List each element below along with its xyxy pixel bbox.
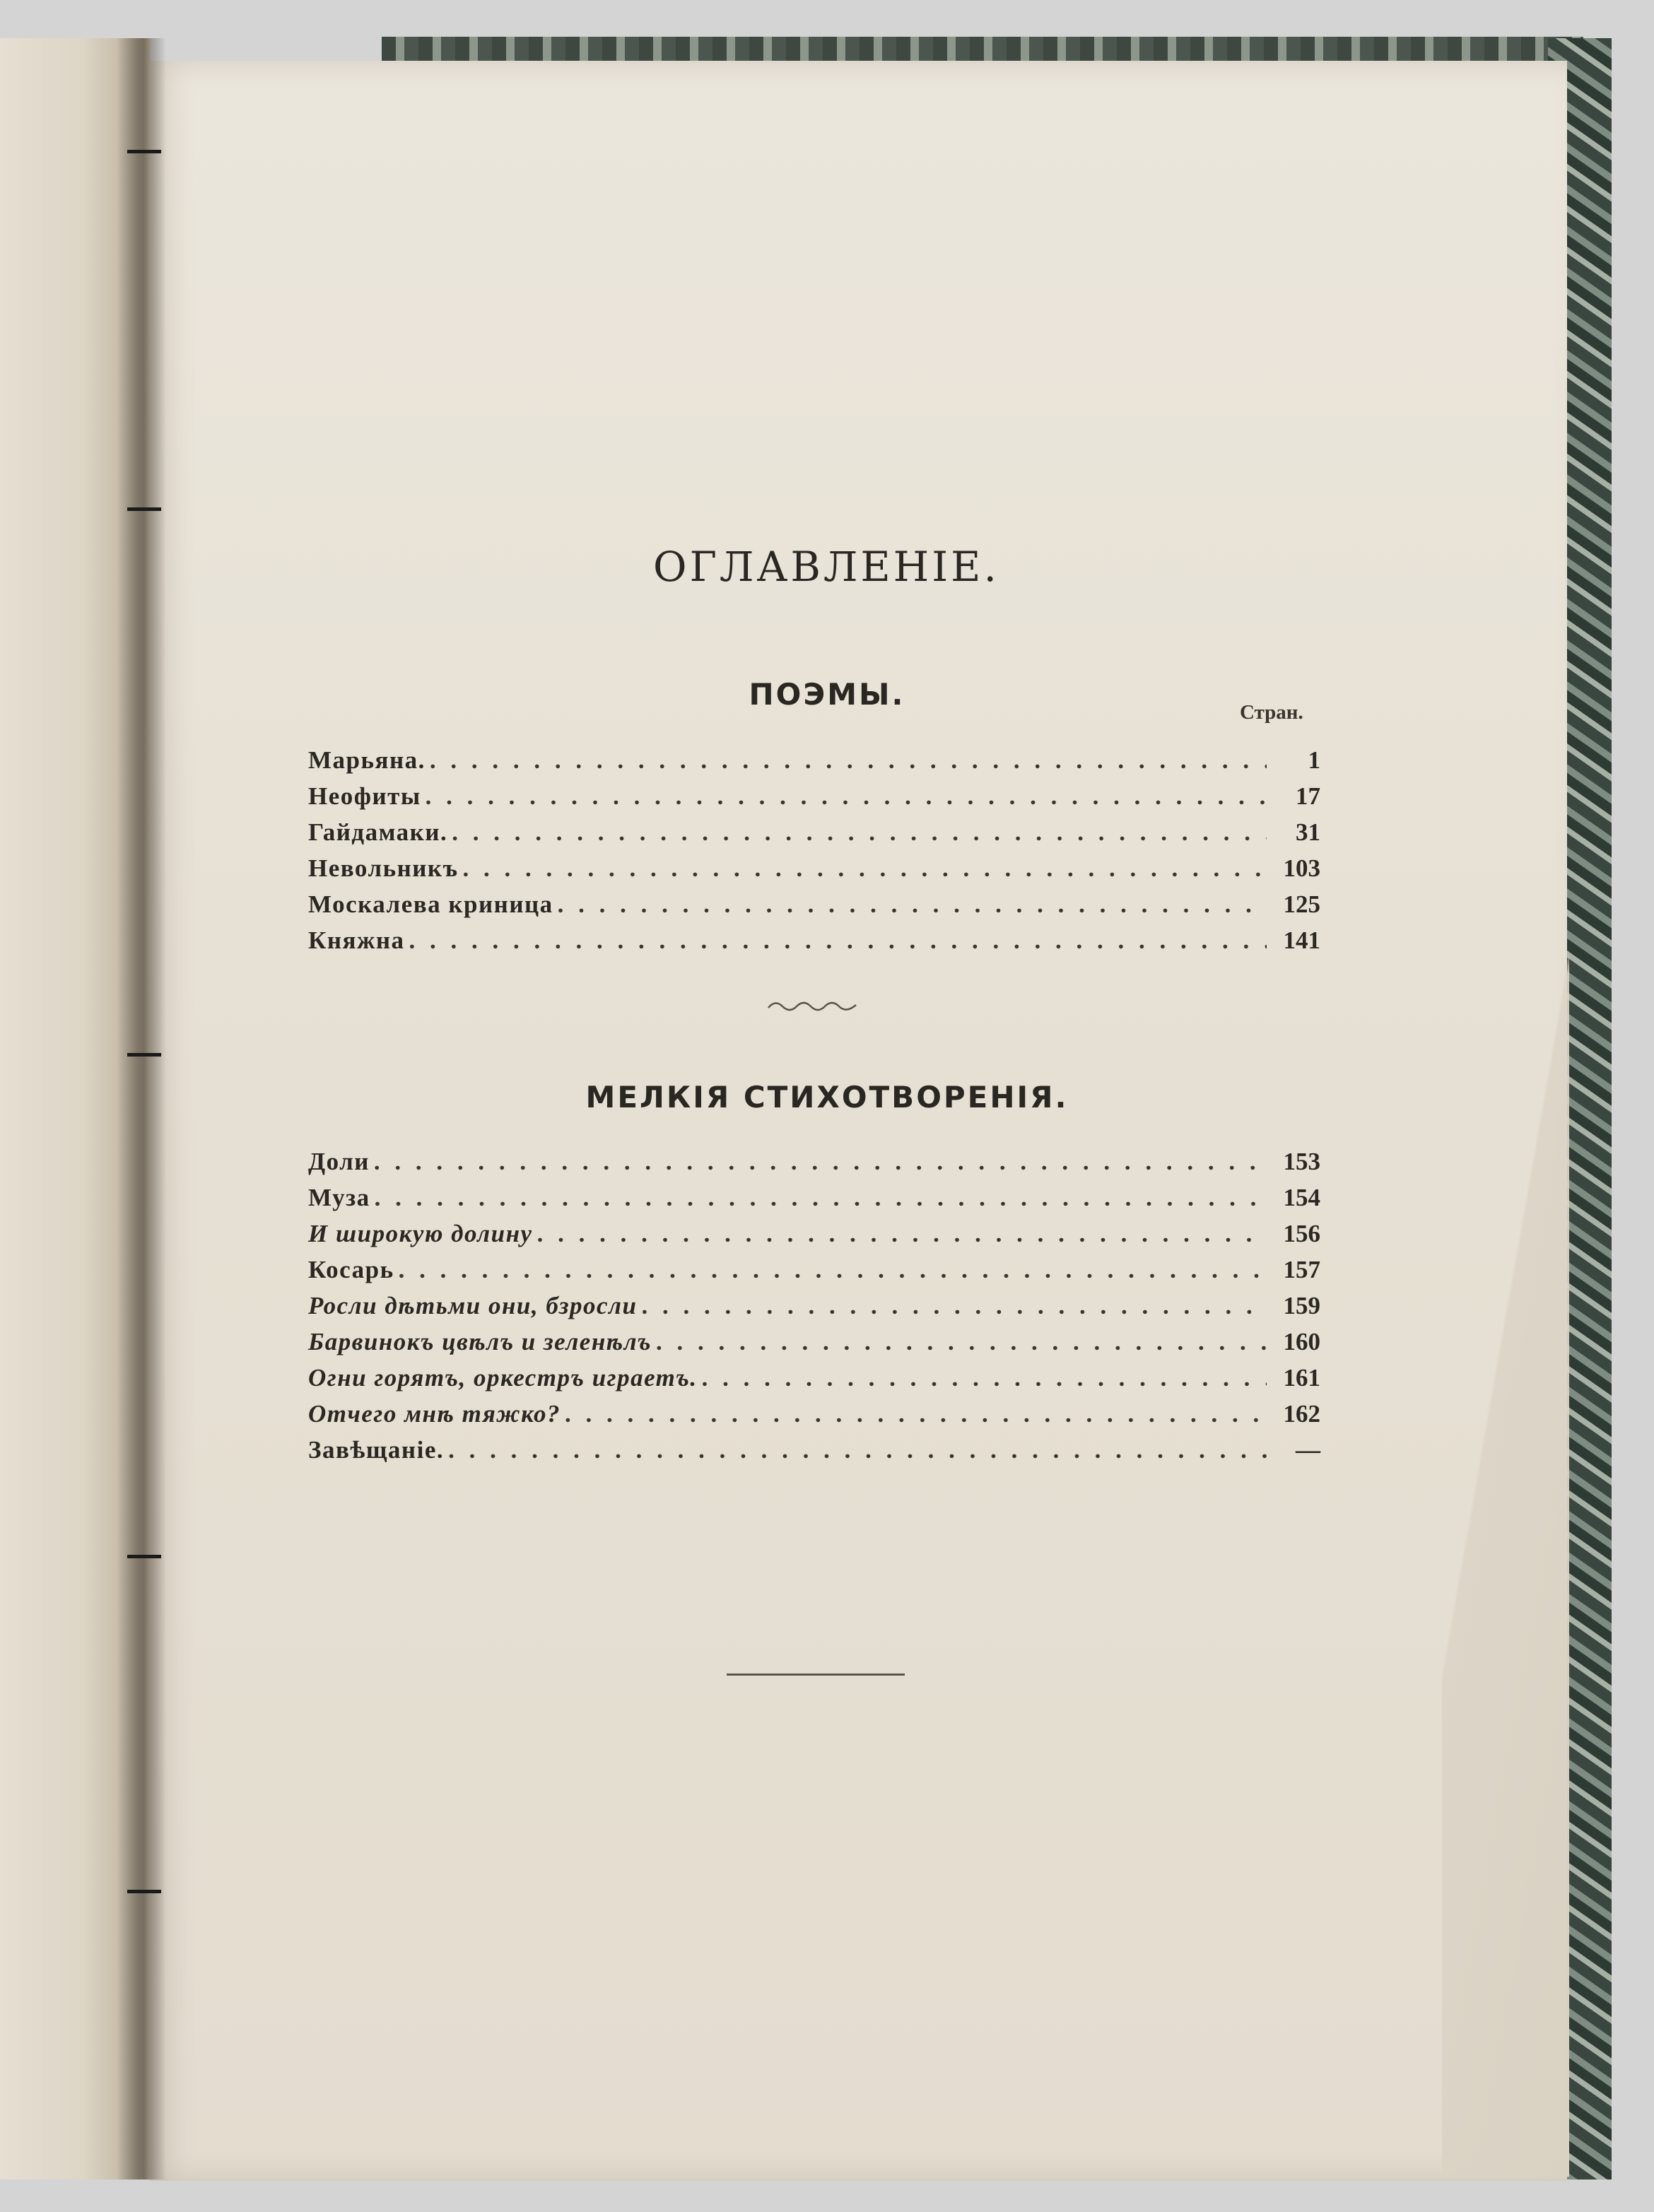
toc-entry-page: 162 bbox=[1283, 1400, 1320, 1428]
ornament-divider bbox=[767, 995, 859, 1016]
toc-list-short-poems bbox=[308, 1148, 1320, 1472]
toc-entry-title: Княжна bbox=[308, 926, 405, 954]
leader-dots bbox=[448, 1436, 1267, 1464]
toc-entry-title: И широкую долину bbox=[308, 1220, 533, 1247]
toc-entry-page: 141 bbox=[1283, 926, 1320, 954]
section-heading-poems: ПОЭМЫ. bbox=[749, 677, 905, 712]
page-fold bbox=[1442, 848, 1569, 2177]
toc-entry bbox=[308, 1184, 1320, 1220]
toc-entry bbox=[308, 1328, 1320, 1364]
toc-entry-page: 31 bbox=[1296, 818, 1320, 846]
toc-entry bbox=[308, 1364, 1320, 1400]
toc-entry-title: Марьяна. bbox=[308, 746, 426, 774]
leader-dots bbox=[452, 818, 1267, 847]
toc-entry-title: Муза bbox=[308, 1184, 370, 1211]
leader-dots bbox=[537, 1220, 1267, 1248]
toc-entry-title: Гайдамаки. bbox=[308, 818, 448, 846]
binding-stitch bbox=[127, 1890, 161, 1893]
toc-entry bbox=[308, 746, 1320, 782]
page-column-label: Стран. bbox=[1240, 701, 1303, 724]
binding-stitch bbox=[127, 150, 161, 153]
binding-stitch bbox=[127, 1053, 161, 1057]
toc-entry-title: Росли дѣтьми они, бзросли bbox=[308, 1292, 638, 1319]
toc-entry-page: 160 bbox=[1283, 1328, 1320, 1355]
leader-dots bbox=[374, 1148, 1267, 1176]
toc-entry-page: 125 bbox=[1283, 890, 1320, 918]
leader-dots bbox=[399, 1256, 1267, 1284]
toc-entry bbox=[308, 818, 1320, 854]
toc-entry-title: Огни горятъ, оркестръ играетъ. bbox=[308, 1364, 698, 1392]
toc-entry bbox=[308, 782, 1320, 818]
leader-dots bbox=[463, 854, 1267, 883]
toc-entry-title: Завѣщаніе. bbox=[308, 1436, 445, 1464]
closing-rule bbox=[727, 1673, 905, 1676]
toc-entry bbox=[308, 1292, 1320, 1328]
toc-entry-title: Невольникъ bbox=[308, 854, 459, 882]
leader-dots bbox=[430, 746, 1267, 775]
toc-entry-page: 159 bbox=[1283, 1292, 1320, 1319]
toc-list-poems bbox=[308, 746, 1320, 963]
toc-entry bbox=[308, 926, 1320, 963]
toc-entry bbox=[308, 1256, 1320, 1292]
toc-entry-title: Барвинокъ цвѣлъ и зеленѣлъ bbox=[308, 1328, 652, 1355]
page-title: ОГЛАВЛЕНІЕ. bbox=[653, 543, 999, 591]
leader-dots bbox=[641, 1292, 1267, 1320]
leader-dots bbox=[565, 1400, 1267, 1428]
toc-entry bbox=[308, 1400, 1320, 1436]
toc-entry-page: 17 bbox=[1296, 782, 1320, 810]
toc-entry-page: 154 bbox=[1283, 1184, 1320, 1211]
toc-entry bbox=[308, 854, 1320, 890]
leader-dots bbox=[656, 1328, 1267, 1356]
leader-dots bbox=[409, 926, 1267, 955]
toc-entry-page: 157 bbox=[1283, 1256, 1320, 1283]
toc-entry-page: 161 bbox=[1283, 1364, 1320, 1392]
toc-entry bbox=[308, 1148, 1320, 1184]
leader-dots bbox=[702, 1364, 1267, 1392]
leader-dots bbox=[426, 782, 1267, 811]
binding-stitch bbox=[127, 1555, 161, 1558]
toc-entry-title: Неофиты bbox=[308, 782, 421, 810]
leader-dots bbox=[558, 890, 1267, 919]
toc-entry bbox=[308, 890, 1320, 926]
toc-entry bbox=[308, 1436, 1320, 1472]
leader-dots bbox=[375, 1184, 1267, 1212]
section-heading-short-poems: МЕЛКІЯ СТИХОТВОРЕНІЯ. bbox=[585, 1080, 1069, 1114]
toc-entry bbox=[308, 1220, 1320, 1256]
book-page bbox=[150, 61, 1567, 2181]
toc-entry-title: Москалева криница bbox=[308, 890, 553, 918]
toc-entry-title: Косарь bbox=[308, 1256, 394, 1283]
toc-entry-page: 1 bbox=[1308, 746, 1320, 774]
binding-stitch bbox=[127, 507, 161, 511]
scan-bottom-margin bbox=[0, 2181, 1654, 2212]
toc-entry-page: 156 bbox=[1283, 1220, 1320, 1247]
toc-entry-page: 153 bbox=[1283, 1148, 1320, 1175]
toc-entry-title: Доли bbox=[308, 1148, 370, 1175]
toc-entry-page: — bbox=[1296, 1436, 1320, 1464]
toc-entry-page: 103 bbox=[1283, 854, 1320, 882]
toc-entry-title: Отчего мнѣ тяжко? bbox=[308, 1400, 561, 1428]
